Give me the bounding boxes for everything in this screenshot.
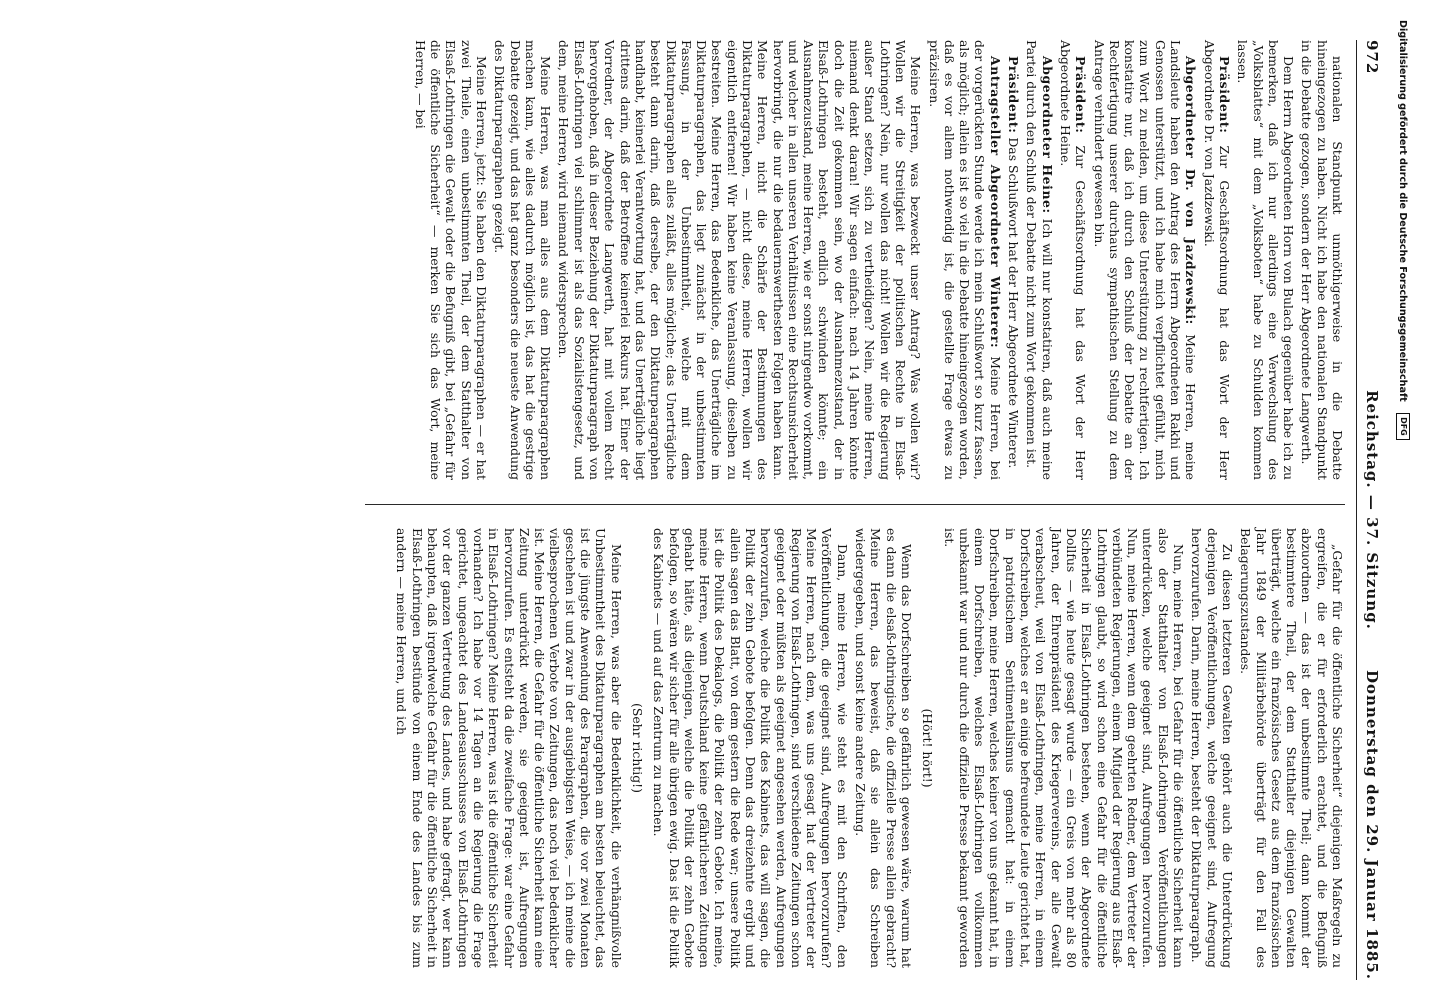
rotated-document-page bbox=[85, 40, 1385, 980]
paragraph bbox=[1058, 40, 1089, 480]
paragraph-text: Meine Herren, was bezweckt unser Antrag? Was wollen wir? Wollen wir die Streitigkeit der politischen Rechte in Elsaß-Lothringen? Nein, nur wollen das nicht! Wollen wir die Regierung außer Stand setzen, sich zu vertheidigen? Nein, meine Herren, niemand denkt daran! Wir sagen einfach: nach 14 Jahren könnte doch die Zeit gekommen sein, wo der Ausnahmezustand, der in Elsaß-Lothringen besteht, endlich schwinden könnte; ein Ausnahmezustand, meine Herren, wie er sonst nirgendwo vorkommt, und welcher in allen unseren Verhältnissen eine Rechtsunsicherheit hervorbringt, die nur die bedauernswerthesten Folgen haben kann. Meine Herren, nicht die Schärfe der Bestimmungen des Diktaturparagraphen, — nicht diese, meine Herren, wollen wir eigentlich entfernen! Wir haben keine Veranlassung, dieselben zu bestreiten. Meine Herren, das Bedenkliche, das Unerträgliche im Diktaturparagraphen, das liegt zunächst in der unbestimmten Fassung, in der Unbestimmtheit, welche mit dem Diktaturparagraphen alles zuläßt, alles mögliche; das Unerträgliche besteht dann darin, daß derselbe, der den Diktaturparagraphen handhabt, keinerlei Verantwortung hat, und das Unerträgliche liegt drittens darin, daß der Betroffene keinerlei Rekurs hat. Einer der Vorredner, der Abgeordnete Langwerth, hat mit vollem Recht hervorgehoben, daß in dieser Beziehung der Diktaturparagraph von Elsaß-Lothringen viel schlimmer ist als das Sozialistengesetz, und dem, meine Herren, wird niemand widersprechen. bbox=[556, 40, 924, 480]
left-text-column bbox=[409, 40, 1345, 480]
funding-note: Digitalisierung gefördert durch die Deutsche Forschungsgemeinschaft bbox=[1397, 20, 1408, 402]
paragraph bbox=[1024, 40, 1055, 480]
paragraph bbox=[1189, 528, 1235, 968]
running-title: Reichstag. — 37. Sitzung. bbox=[1363, 390, 1381, 630]
paragraph-text: (Hört! hört!) bbox=[920, 708, 936, 788]
speaker-label: Abgeordneter Dr. von Jazdzewski: bbox=[1183, 56, 1199, 325]
page-number: 972 bbox=[1363, 40, 1381, 75]
paragraph bbox=[556, 40, 923, 480]
paragraph bbox=[492, 40, 553, 480]
page-header bbox=[1355, 40, 1385, 980]
session-date: Donnerstag den 29. Januar 1885. bbox=[1363, 670, 1381, 980]
paragraph bbox=[412, 40, 488, 480]
paragraph bbox=[1235, 40, 1296, 480]
paragraph bbox=[1238, 528, 1345, 968]
paragraph bbox=[651, 528, 850, 968]
paragraph-text: Ich will nur konstatiren, daß auch meine Partei durch den Schluß der Debatte nicht zum Wort gekommen ist. bbox=[1024, 40, 1055, 480]
paragraph-text: Nun, meine Herren, bei Gefahr für die öffentliche Sicherheit kann also der Statthalter von Elsaß-Lothringen Veröffentlichungen unterdrücken, welche geeignet sind, Aufregungen hervorzurufen. Nun, meine Herren, wenn dem geehrten Redner, dem Vertreter der verbündeten Regierungen, einem Mitglied der Regierung aus Elsaß-Lothringen glaubt, so wird schon eine Gefahr für die öffentliche Sicherheit in Elsaß-Lothringen bestehen, wenn der Abgeordnete Dollfus — wie heute gesagt wurde — ein Greis von mehr als 80 Jahren, der Ehrenpräsident des Kriegervereins, der alle Gewalt verabscheut, weil von Elsaß-Lothringen, meine Herren, in einem Dorfschreiben, welches er an einige befreundete Leute gerichtet hat, in patriotischem Sentimentalismus gemacht hat: in einem Dorfschreiben, meine Herren, welches keiner von uns gekannt hat, in einem Dorfschreiben, welches Elsaß-Lothringen vollkommen unbekannt war und nur durch die offizielle Presse bekannt geworden ist. bbox=[941, 528, 1187, 968]
paragraph-text: Meine Herren, jetzt: Sie haben den Diktaturparagraphen — er hat zwei Theile, einen unbestimmten Theil, der dem Statthalter von Elsaß-Lothringen die Gewalt oder die Befugniß gibt, bei „Gefahr für die öffentliche Sicherheit“ — merken Sie sich das Wort, meine Herren, — bei bbox=[412, 40, 489, 480]
right-text-column bbox=[391, 528, 1345, 968]
speaker-label: Präsident: bbox=[1073, 56, 1089, 134]
speaker-label: Antragsteller Abgeordneter Winterer: bbox=[987, 56, 1003, 349]
speaker-label: Präsident: bbox=[1006, 56, 1022, 134]
paragraph bbox=[853, 528, 914, 968]
header-rule bbox=[1356, 40, 1357, 980]
paragraph bbox=[941, 528, 1186, 968]
paragraph bbox=[394, 528, 623, 968]
paragraph-text: nationalen Standpunkt unmöthigerweise in die Debatte hineingezogen zu haben. Nicht ich habe den nationalen Standpunkt in die Debatte gezogen, sondern der Herr Abgeordnete Langwerth. bbox=[1299, 40, 1345, 480]
paragraph-text: Zur Geschäftsordnung hat das Wort der Herr Abgeordnete Dr. von Jazdzewski. bbox=[1201, 40, 1232, 480]
paragraph-text: Wenn das Dorfschreiben so gefährlich gewesen wäre, warum hat es dann die elsaß-lothringische, die offizielle Presse allein gebracht? Meine Herren, das beweist, daß sie allein das Schreiben wiedergegeben, und sonst keine andere Zeitung. bbox=[853, 528, 914, 968]
paragraph-text: Meine Herren, bei der vorgerückten Stunde werde ich mein Schlußwort so kurz fassen, als möglich; allein es ist so viel in die Debatte hineingezogen worden, daß es vor allem nothwendig ist, die gestellte Frage etwas zu präzisiren. bbox=[926, 40, 1003, 480]
paragraph bbox=[630, 528, 645, 968]
paragraph bbox=[1299, 40, 1345, 480]
paragraph-text: Meine Herren, was man alles aus dem Diktaturparagraphen machen kann, wie alles dadurch möglich ist, das hat die gestrige Debatte gezeigt, und das hat ganz besonders die neueste Anwendung des Diktaturparagraphen gezeigt. bbox=[492, 40, 554, 480]
paragraph bbox=[926, 40, 1002, 480]
paragraph-text: Zu diesen letzteren Gewalten gehört auch die Unterdrückung derjenigen Veröffentlichungen, welche geeignet sind, Aufregung hervorzurufen. Darin, meine Herren, besteht der Diktaturparagraph. bbox=[1189, 528, 1235, 968]
paragraph bbox=[1006, 40, 1021, 480]
paragraph bbox=[1091, 40, 1198, 480]
paragraph-text: Meine Herren, meine Landsleute haben den Antrag des Herrn Abgeordneten Rakhi und Genossen unterstützt, und ich habe mich verpflichtet gefühlt, mich zum Wort zu melden, um diese Unterstützung zu rechtfertigen. Ich konstatire nur, daß ich durch den Schluß der Debatte an der Rechtfertigung unserer durchaus sympathischen Stellung zu dem Antrage verhindert gewesen bin. bbox=[1091, 40, 1199, 480]
column-divider bbox=[365, 504, 1345, 505]
dfg-logo: DFG bbox=[1396, 413, 1410, 440]
paragraph-text: Zur Geschäftsordnung hat das Wort der Herr Abgeordnete Heine. bbox=[1057, 40, 1089, 480]
digitization-footer bbox=[1393, 20, 1411, 980]
paragraph bbox=[1201, 40, 1232, 480]
paragraph-text: Dem Herrn Abgeordneten Horn von Bulach gegenüber habe ich zu bemerken, daß ich nur allerdings eine Verwechslung des „Volksblattes“ mit dem „Volksboten“ habe zu Schulden kommen lassen. bbox=[1235, 40, 1297, 480]
paragraph bbox=[920, 528, 935, 968]
paragraph-text: Dann, meine Herren, wie steht es mit den Schriften, den Veröffentlichungen, die geeignet sind, Aufregungen hervorzurufen? Meine Herren, nach dem, was uns gesagt hat der Vertreter der Regierung von Elsaß-Lothringen, sind verschiedene Zeitungen schon geeignet oder müßten als geeignet angesehen werden, Aufregungen hervorzurufen, welche die Politik des Kabinets, das will sagen, die Politik der zehn Gebote befolgen. Denn das dreizehnte ergibt und allein sagen das Blatt, von dem gestern die Rede war; unsere Politik ist die Politik des Dekalogs, die Politik der zehn Gebote. Ich meine, meine Herren, wenn Deutschland keine gefährlicheren Zeitungen gehabt hätte, als diejenigen, welche die Politik der zehn Gebote befolgen, so wären wir sicher für alle übrigen ewig. Das ist die Politik des Kabinets — und auf das Zentrum zu machen. bbox=[651, 528, 850, 968]
paragraph-text: „Gefahr für die öffentliche Sicherheit“ diejenigen Maßregeln zu ergreifen, die er für erforderlich erachtet, und die Befugniß abzuordnen — das ist der unbestimmte Theil; dann kommt der bestimmtere Theil, der dem Statthalter diejenigen Gewalten überträgt, welche ein französisches Gesetz aus dem französischen Jahr 1849 der Militärbehörde überträgt für den Fall des Belagerungszustandes. bbox=[1238, 528, 1345, 968]
paragraph-text: Meine Herren, was aber die Bedenklichkeit, die verhängnißvolle Unbestimmtheit des Diktaturparagraphen am besten beleuchtet, das ist die jüngste Anwendung des Paragraphen, die vor zwei Monaten geschehen ist und zwar in der ausgiebigsten Weise, — ich meine die vielbesprochenen Verbote von Zeitungen, das noch viel bedenklicher ist. Meine Herren, die Gefahr für die öffentliche Sicherheit kann eine Zeitung unterdrückt werden, sie geeignet ist, Aufregungen hervorzurufen. Es entsteht da die zweifache Frage: war eine Gefahr in Elsaß-Lothringen? Meine Herren, was ist die öffentliche Sicherheit vorhanden? Ich habe vor 14 Tagen an die Regierung die Frage gerichtet, ungeachtet des Landesausschusses von Elsaß-Lothringen vor der ganzen Vertretung des Landes, und habe gefragt, wer kann behaupten, daß irgendwelche Gefahr für die öffentliche Sicherheit in Elsaß-Lothringen bestünde von einem Ende des Landes bis zum andern — meine Herren, und ich bbox=[394, 528, 624, 968]
speaker-label: Abgeordneter Heine: bbox=[1039, 56, 1055, 214]
speaker-label: Präsident: bbox=[1216, 56, 1232, 134]
paragraph-text: (Sehr richtig!) bbox=[629, 703, 645, 793]
paragraph-text: Das Schlußwort hat der Herr Abgeordnete Winterer. bbox=[1006, 137, 1022, 469]
